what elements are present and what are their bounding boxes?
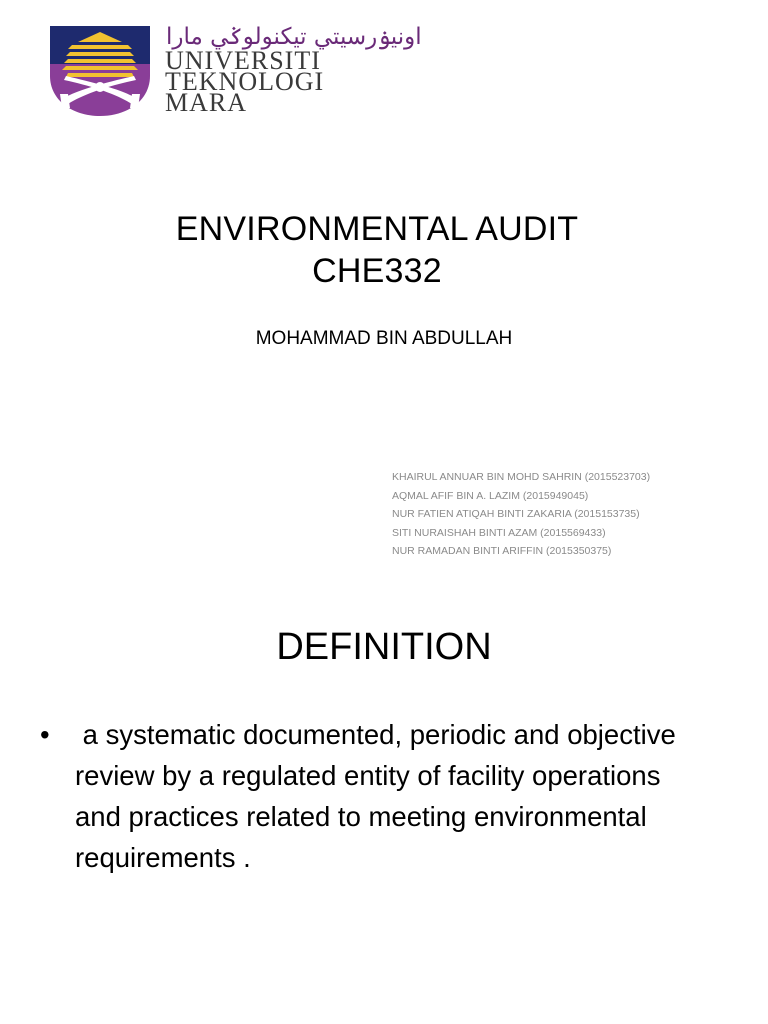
slide-title bbox=[0, 208, 754, 292]
university-logo bbox=[48, 20, 422, 120]
definition-list bbox=[40, 714, 684, 878]
uitm-crest-icon bbox=[48, 24, 152, 118]
group-member: NUR RAMADAN BINTI ARIFFIN (2015350375) bbox=[392, 545, 612, 557]
university-name bbox=[165, 46, 325, 117]
group-members-list bbox=[392, 468, 650, 561]
bullet-icon: • bbox=[40, 719, 50, 750]
definition-bullet bbox=[40, 714, 684, 878]
lecturer-name: MOHAMMAD BIN ABDULLAH bbox=[255, 328, 513, 349]
university-name-line: MARA bbox=[165, 88, 248, 117]
title-line: ENVIRONMENTAL AUDIT bbox=[175, 210, 579, 248]
university-name-jawi: اونيۏرسيتي تيكنولوݢي مارا bbox=[166, 24, 422, 50]
university-name-line: UNIVERSITI bbox=[165, 46, 321, 75]
course-code: CHE332 bbox=[312, 252, 442, 290]
group-member: SITI NURAISHAH BINTI AZAM (2015569433) bbox=[392, 526, 606, 539]
university-name-line: TEKNOLOGI bbox=[165, 67, 325, 96]
definition-heading: DEFINITION bbox=[276, 626, 492, 668]
definition-text: a systematic documented, periodic and objective review by a regulated entity of facility operations and practices related to meeting environmental requirements . bbox=[75, 719, 684, 873]
group-member: KHAIRUL ANNUAR BIN MOHD SAHRIN (2015523703) bbox=[392, 471, 651, 483]
group-member: AQMAL AFIF BIN A. LAZIM (2015949045) bbox=[392, 489, 589, 502]
group-member: NUR FATIEN ATIQAH BINTI ZAKARIA (2015153735) bbox=[392, 508, 640, 520]
